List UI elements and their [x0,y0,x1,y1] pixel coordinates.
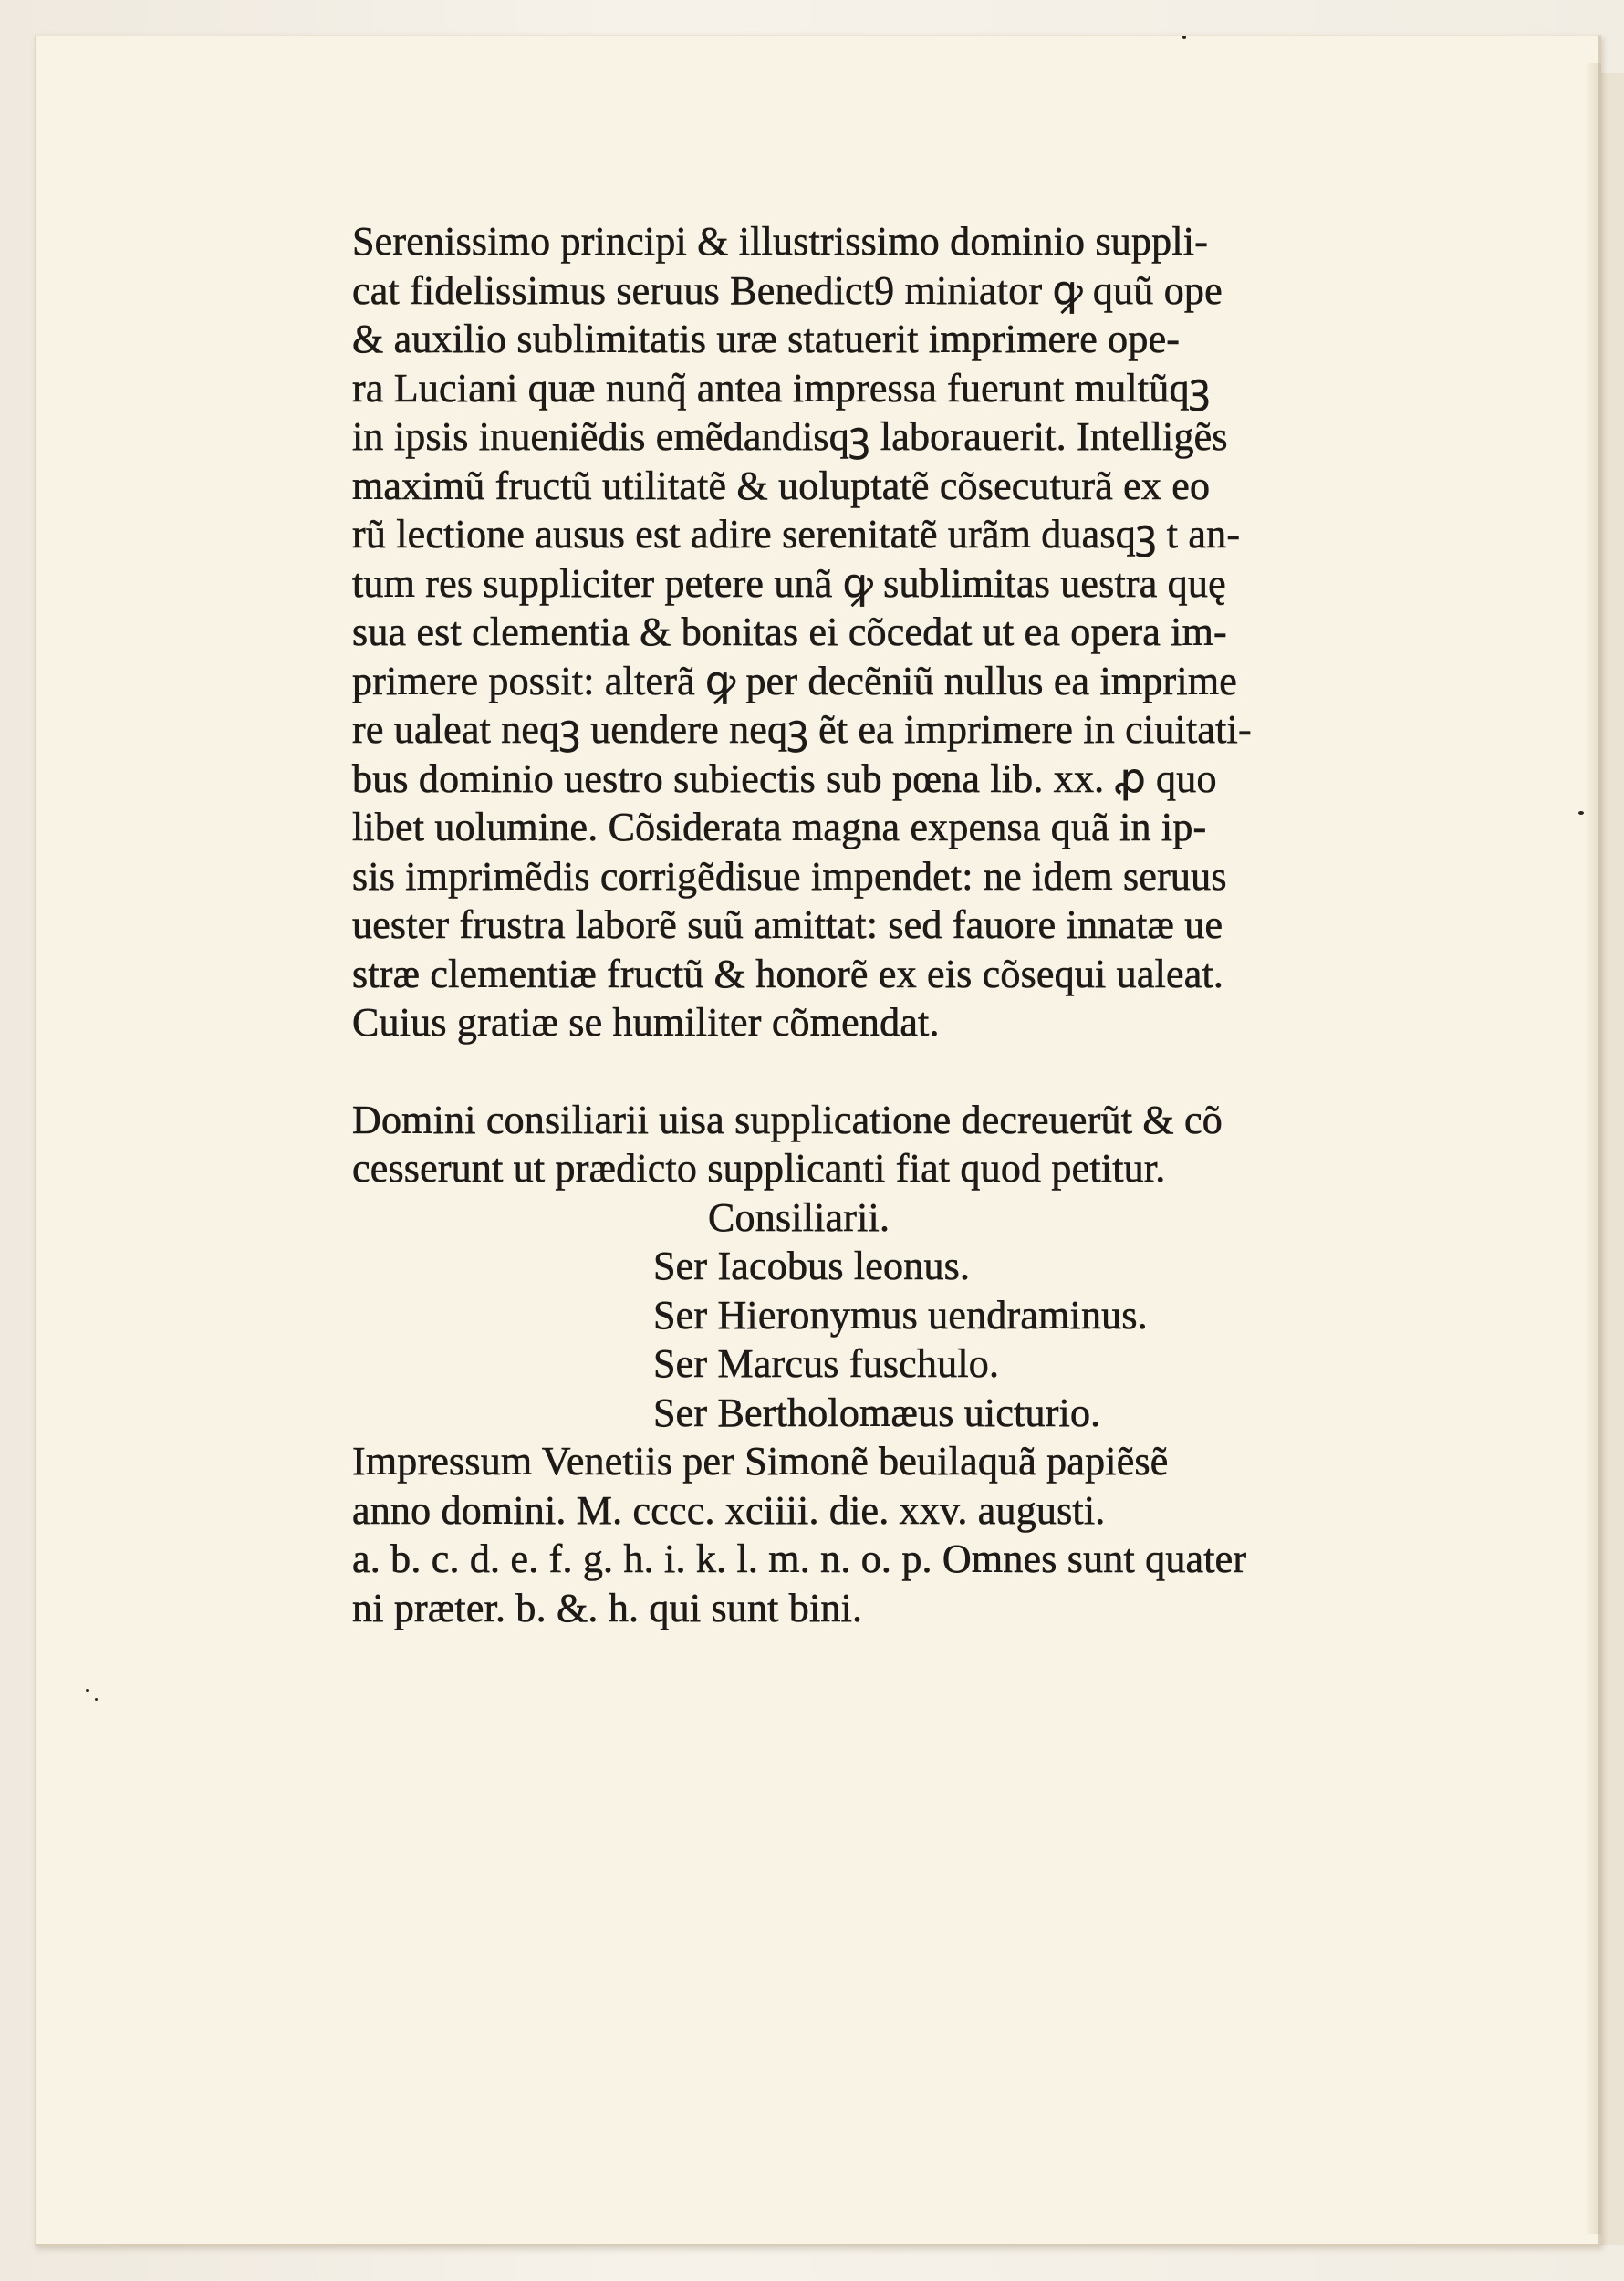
text-line: in ipsis inueniẽdis emẽdandisqꝫ laborauerit. Intelligẽs [352,414,1228,459]
councillor-name: Ser Hieronymus uendraminus. [653,1292,1148,1338]
text-line: stræ clementiæ fructũ & honorẽ ex eis cõsequi ualeat. [352,951,1224,996]
underlying-page-edge [1598,73,1624,2245]
text-line: a. b. c. d. e. f. g. h. i. k. l. m. n. o. p. Omnes sunt quater [352,1536,1247,1581]
text-line: Domini consiliarii uisa supplicatione decreuerũt & cõ [352,1097,1223,1142]
text-line: re ualeat neqꝫ uendere neqꝫ ẽt ea imprimere in ciuitati- [352,707,1252,752]
ink-fleck [86,1689,89,1692]
text-line: sis imprimẽdis corrigẽdisue impendet: ne idem seruus [352,853,1227,899]
text-line: Serenissimo principi & illustrissimo dominio suppli- [352,219,1209,264]
text-line: ni præter. b. &. h. qui sunt bini. [352,1585,863,1630]
decree-paragraph [352,1096,1420,1193]
colophon [352,1437,1420,1632]
text-line: Impressum Venetiis per Simonẽ beuilaquã papiẽsẽ [352,1439,1169,1484]
text-line: & auxilio sublimitatis uræ statuerit imprimere ope- [352,317,1181,361]
petition-paragraph [352,217,1420,1047]
text-line: anno domini. M. cccc. xciiii. die. xxv. augusti. [352,1487,1106,1533]
text-line: Cuius gratiæ se humiliter cõmendat. [352,1000,940,1045]
councillor-name: Ser Marcus fuschulo. [653,1341,1000,1386]
ink-fleck [1578,811,1584,815]
text-line: uester frustra laborẽ suũ amittat: sed fauore innatæ ue [352,902,1223,947]
text-line: primere possit: alterã ꝙ per decẽniũ nullus ea imprime [352,658,1237,703]
text-line: sua est clementia & bonitas ei cõcedat ut ea opera im- [352,609,1227,654]
ink-fleck [1182,36,1186,39]
councillor-name: Ser Bertholomæus uicturio. [653,1390,1101,1435]
text-line: libet uolumine. Cõsiderata magna expensa quã in ip- [352,805,1207,849]
text-line: bus dominio uestro subiectis sub pœna lib. xx. ꝓ quo [352,755,1217,801]
councillors-heading: Consiliarii. [708,1194,890,1240]
paragraph-gap [352,1047,1420,1096]
ink-fleck [95,1698,98,1701]
text-line: rũ lectione ausus est adire serenitatẽ urãm duasqꝫ t an- [352,512,1241,557]
text-block [352,217,1420,1632]
text-line: maximũ fructũ utilitatẽ & uoluptatẽ cõsecuturã ex eo [352,463,1211,508]
councillor-name: Ser Iacobus leonus. [653,1244,971,1288]
text-line: cesserunt ut prædicto supplicanti fiat quod petitur. [352,1146,1166,1191]
text-line: ra Luciani quæ nunq̃ antea impressa fuerunt multũqꝫ [352,365,1211,411]
text-line: cat fidelissimus seruus Benedict9 miniator ꝙ quũ ope [352,267,1223,313]
text-line: tum res suppliciter petere unã ꝙ sublimitas uestra quę [352,560,1226,606]
councillors-list [352,1193,1420,1438]
